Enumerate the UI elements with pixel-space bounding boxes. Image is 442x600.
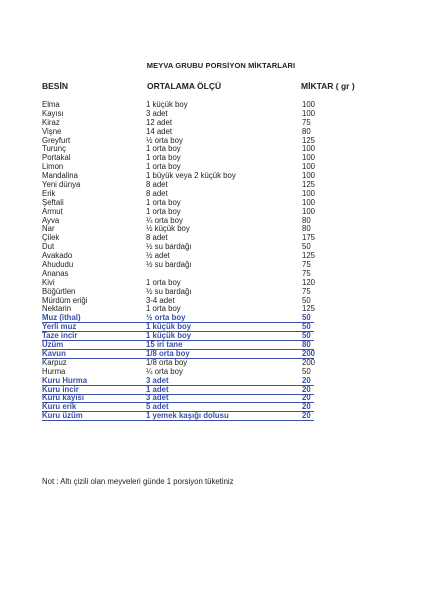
- portion-amount: 200: [302, 357, 316, 367]
- food-name: Kayısı: [42, 108, 64, 118]
- portion-measure: 1 orta boy: [146, 153, 181, 163]
- portion-amount: 50: [302, 366, 311, 376]
- portion-measure: 1 adet: [146, 384, 169, 394]
- portion-measure: 15 iri tane: [146, 340, 183, 350]
- portion-measure: 1 küçük boy: [146, 100, 188, 109]
- portion-amount: 80: [302, 340, 311, 350]
- table-row: [0, 181, 442, 190]
- portion-amount: 100: [302, 162, 316, 172]
- portion-amount: 80: [302, 215, 311, 225]
- portion-amount: 75: [302, 268, 311, 278]
- portion-amount: 100: [302, 197, 316, 207]
- portion-amount: 100: [302, 153, 316, 163]
- portion-amount: 75: [302, 117, 311, 127]
- portion-measure: 1 orta boy: [146, 197, 181, 207]
- portion-measure: ½ su bardağı: [146, 260, 192, 270]
- column-header-food: BESİN: [42, 81, 68, 91]
- portion-measure: 1 orta boy: [146, 206, 181, 216]
- portion-measure: ½ küçük boy: [146, 224, 190, 234]
- portion-measure: 3 adet: [146, 393, 169, 403]
- portion-measure: 12 adet: [146, 117, 173, 127]
- table-row: [0, 332, 442, 341]
- portion-amount: 100: [302, 144, 316, 154]
- food-name: Çilek: [42, 233, 60, 243]
- portion-measure: 1 orta boy: [146, 277, 181, 287]
- food-name: Şeftali: [42, 197, 64, 207]
- portion-amount: 125: [302, 251, 316, 261]
- portion-amount: 100: [302, 188, 316, 198]
- food-name: Hurma: [42, 366, 66, 376]
- portion-amount: 100: [302, 171, 316, 181]
- food-name: Nar: [42, 224, 55, 234]
- portion-amount: 200: [302, 348, 316, 358]
- food-name: Vişne: [42, 126, 62, 136]
- portion-measure: ½ su bardağı: [146, 242, 192, 252]
- table-row: [0, 341, 442, 350]
- food-name: Kivi: [42, 277, 55, 287]
- food-name: Yerli muz: [42, 322, 77, 332]
- portion-amount: 50: [302, 242, 311, 252]
- portion-measure: 3 adet: [146, 108, 168, 118]
- portion-measure: 3-4 adet: [146, 295, 175, 305]
- portion-amount: 100: [302, 206, 316, 216]
- portion-measure: 1 orta boy: [146, 304, 181, 314]
- food-name: Dut: [42, 242, 55, 252]
- food-name: Armut: [42, 206, 63, 216]
- food-name: Taze incir: [42, 331, 78, 341]
- food-name: Kuru kayısı: [42, 393, 85, 403]
- portion-amount: 120: [302, 277, 316, 287]
- table-row: [0, 208, 442, 217]
- food-name: Yeni dünya: [42, 180, 81, 190]
- portion-amount: 75: [302, 260, 311, 270]
- portion-measure: 1 küçük boy: [146, 331, 192, 341]
- portion-measure: 1 orta boy: [146, 144, 181, 154]
- food-name: Erik: [42, 188, 56, 198]
- portion-amount: 80: [302, 224, 311, 234]
- food-name: Muz (ithal): [42, 313, 81, 323]
- table-row: [0, 110, 442, 119]
- portion-amount: 20: [302, 411, 311, 421]
- portion-amount: 80: [302, 126, 311, 136]
- portion-measure: 8 adet: [146, 180, 168, 190]
- table-row: [0, 199, 442, 208]
- portion-measure: 1 orta boy: [146, 162, 181, 172]
- portion-amount: 50: [302, 331, 311, 341]
- table-row: [0, 154, 442, 163]
- column-header-measure: ORTALAMA ÖLÇÜ: [147, 81, 222, 91]
- portion-measure: 1 büyük veya 2 küçük boy: [146, 171, 236, 181]
- portion-measure: 8 adet: [146, 188, 168, 198]
- table-row: [0, 137, 442, 146]
- portion-measure: 1 küçük boy: [146, 322, 192, 332]
- food-name: Nektarin: [42, 304, 72, 314]
- portion-amount: 20: [302, 402, 311, 412]
- portion-amount: 50: [302, 313, 311, 323]
- table-row: [0, 101, 442, 110]
- table-row: [0, 359, 442, 368]
- portion-measure: 8 adet: [146, 233, 168, 243]
- food-name: Karpuz: [42, 357, 67, 367]
- food-name: Mandalina: [42, 171, 78, 181]
- food-name: Kiraz: [42, 117, 60, 127]
- portion-measure: ½ su bardağı: [146, 286, 192, 296]
- food-name: Elma: [42, 100, 60, 109]
- portion-amount: 20: [302, 384, 311, 394]
- portion-amount: 125: [302, 304, 316, 314]
- portion-amount: 175: [302, 233, 316, 243]
- portion-amount: 100: [302, 100, 316, 109]
- portion-measure: ½ adet: [146, 251, 170, 261]
- document-title: MEYVA GRUBU PORSİYON MİKTARLARI: [146, 61, 296, 70]
- column-header-amount: MİKTAR ( gr ): [301, 81, 355, 91]
- food-name: Üzüm: [42, 340, 64, 350]
- portion-measure: 5 adet: [146, 402, 169, 412]
- food-name: Avakado: [42, 251, 73, 261]
- food-name: Böğürtlen: [42, 286, 76, 296]
- food-name: Ahududu: [42, 260, 74, 270]
- portion-amount: 100: [302, 108, 316, 118]
- portion-amount: 125: [302, 180, 316, 190]
- food-name: Portakal: [42, 153, 71, 163]
- portion-amount: 20: [302, 393, 311, 403]
- table-row: [0, 119, 442, 128]
- table-row: [0, 234, 442, 243]
- food-name: Kuru üzüm: [42, 411, 83, 421]
- portion-amount: 50: [302, 322, 311, 332]
- food-name: Ananas: [42, 268, 69, 278]
- food-name: Kuru Hurma: [42, 375, 88, 385]
- food-name: Kuru incir: [42, 384, 79, 394]
- food-name: Kuru erik: [42, 402, 77, 412]
- underline: [42, 420, 314, 421]
- food-name: Limon: [42, 162, 64, 172]
- portion-measure: ¼ orta boy: [146, 215, 183, 225]
- portion-measure: ½ orta boy: [146, 313, 186, 323]
- portion-amount: 75: [302, 286, 311, 296]
- footnote: Not : Altı çizili olan meyveleri günde 1 porsiyon tüketiniz: [42, 477, 234, 486]
- portion-amount: 20: [302, 375, 311, 385]
- table-row: [0, 270, 442, 279]
- portion-amount: 125: [302, 135, 316, 145]
- portion-measure: 1/8 orta boy: [146, 348, 190, 358]
- food-name: Turunç: [42, 144, 66, 154]
- table-row: [0, 190, 442, 199]
- food-name: Greyfurt: [42, 135, 71, 145]
- portion-measure: ¼ orta boy: [146, 366, 183, 376]
- food-name: Ayva: [42, 215, 60, 225]
- portion-amount: 50: [302, 295, 311, 305]
- portion-measure: 1 yemek kaşığı dolusu: [146, 411, 229, 421]
- portion-measure: 1/8 orta boy: [146, 357, 188, 367]
- food-name: Mürdüm eriği: [42, 295, 88, 305]
- portion-table: [0, 101, 442, 421]
- portion-measure: 3 adet: [146, 375, 169, 385]
- portion-measure: ½ orta boy: [146, 135, 183, 145]
- table-row: [0, 412, 442, 421]
- portion-measure: 14 adet: [146, 126, 173, 136]
- table-row: [0, 225, 442, 234]
- food-name: Kavun: [42, 348, 66, 358]
- table-row: [0, 217, 442, 226]
